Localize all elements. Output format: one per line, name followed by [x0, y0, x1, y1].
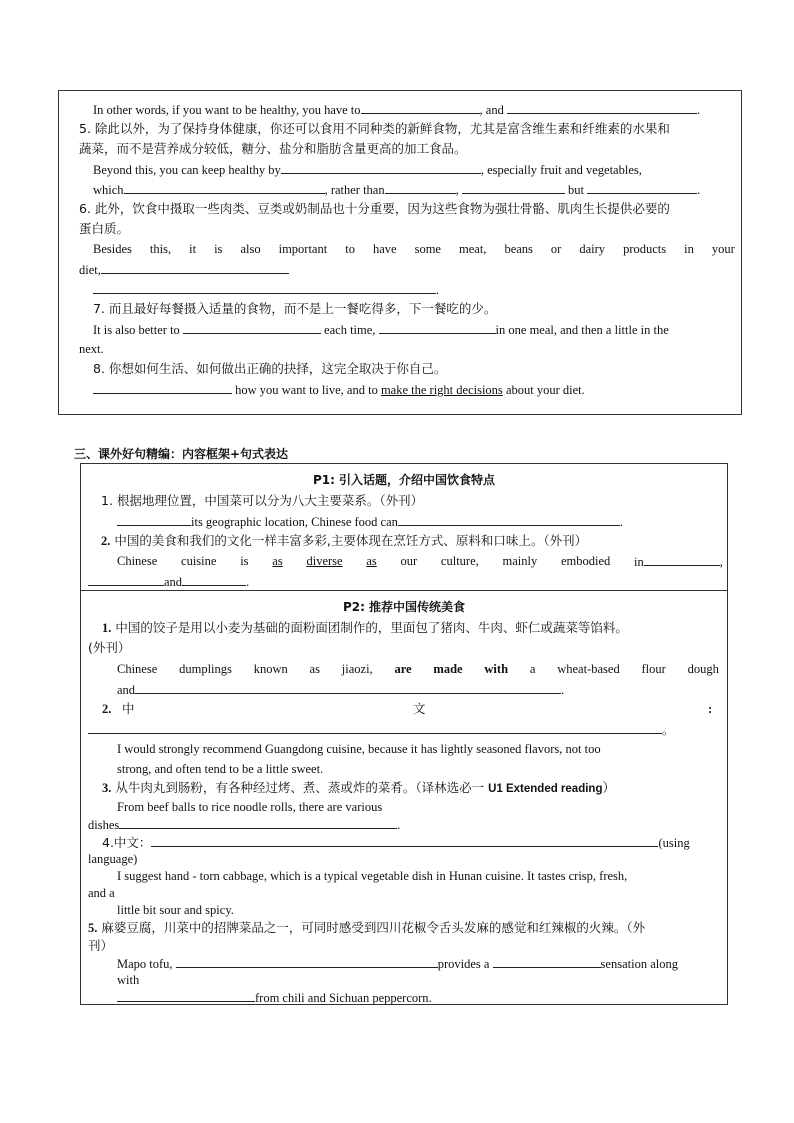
p2-s5-cn: 5. 麻婆豆腐，川菜中的招牌菜品之一，可同时感受到四川花椒令舌头发麻的感觉和红辣椒的火辣。（外 [88, 920, 646, 935]
blank[interactable] [117, 989, 255, 1002]
blank[interactable] [124, 181, 325, 194]
section-title: 三、课外好句精编：内容框架+句式表达 [74, 447, 289, 461]
b1-item7-en1: It is also better to each time, in one meal, and then a little in the [93, 323, 669, 337]
blank[interactable] [462, 181, 565, 194]
blank[interactable] [119, 816, 397, 829]
b1-item5-en1: Beyond this, you can keep healthy by , especially fruit and vegetables, [93, 163, 642, 177]
blank[interactable] [587, 181, 697, 194]
blank[interactable] [398, 513, 620, 526]
p2-s3-en1: From beef balls to rice noodle rolls, there are various [117, 800, 383, 814]
b1-item6-cn: 6. 此外，饮食中摄取一些肉类、豆类或奶制品也十分重要，因为这些食物为强壮骨骼、肌肉生长提供必要的 [79, 201, 670, 216]
blank[interactable] [281, 161, 481, 174]
p1-s2-en1: Chinese cuisine is as diverse as our culture, mainly embodied in , [117, 554, 723, 569]
b1-item6-en2: diet, [79, 261, 289, 278]
p2-header: P2: 推荐中国传统美食 [342, 600, 466, 614]
blank[interactable] [101, 261, 289, 274]
b1-item6-en1: Besides this, it is also important to have some meat, beans or dairy products in your [93, 242, 735, 256]
b1-item7-cn: 7. 而且最好每餐摄入适量的食物，而不是上一餐吃得多，下一餐吃的少。 [93, 301, 497, 316]
p2-s2-cn: 2. 中 文 : [102, 701, 713, 716]
blank[interactable] [88, 721, 662, 734]
p1-header: P1: 引入话题，介绍中国饮食特点 [312, 473, 496, 487]
blank[interactable] [507, 101, 697, 114]
p1-s2-en2: and . [88, 573, 249, 590]
p2-s1-cn: 1. 中国的饺子是用以小麦为基础的面粉面团制作的，里面包了猪肉、牛肉、虾仁或蔬菜等馅料。 [102, 620, 628, 635]
blank[interactable] [385, 181, 456, 194]
p2-s1-en2: and . [117, 683, 565, 697]
p2-s3-en2: dishes . [88, 818, 401, 832]
blank[interactable] [379, 321, 496, 334]
blank[interactable] [93, 381, 232, 394]
b1-item7-en2: next. [79, 342, 104, 356]
p2-s2-en1: I would strongly recommend Guangdong cuisine, because it has lightly seasoned flavors, not too [117, 742, 601, 756]
b1-item5-en2: which , rather than , but . [93, 183, 701, 197]
b1-item6-en3: . [93, 281, 439, 298]
blank[interactable] [176, 955, 438, 968]
p1-s1-cn: 1. 根据地理位置，中国菜可以分为八大主要菜系。（外刊） [101, 493, 424, 508]
b1-item5-cn: 5. 除此以外，为了保持身体健康，你还可以食用不同种类的新鲜食物，尤其是富含维生素和纤维素的水果和 [79, 121, 670, 136]
b1-item8-en: how you want to live, and to make the right decisions about your diet. [93, 381, 585, 398]
b1-line1: In other words, if you want to be healthy, you have to , and . [93, 103, 701, 117]
blank[interactable] [183, 321, 321, 334]
p2-s1-cn-cont: (外刊） [88, 640, 131, 655]
blank[interactable] [151, 834, 658, 847]
p2-s2-en2: strong, and often tend to be a little sweet. [117, 762, 324, 776]
p2-s4-en3: little bit sour and spicy. [117, 903, 234, 917]
p2-s1-en1: Chinese dumplings known as jiaozi, are made with a wheat-based flour dough [117, 662, 719, 676]
p2-s5-en2: with [117, 973, 140, 987]
blank[interactable] [93, 281, 436, 294]
b1-item6-cn-cont: 蛋白质。 [79, 221, 130, 236]
b1-item8-cn: 8. 你想如何生活、如何做出正确的抉择，这完全取决于你自己。 [93, 361, 447, 376]
p2-s4-en2: and a [88, 886, 115, 900]
p2-s4-cn-cont: language) [88, 852, 138, 866]
blank[interactable] [88, 573, 164, 586]
blank[interactable] [117, 513, 191, 526]
table-divider [80, 590, 728, 591]
p2-s5-en3: from chili and Sichuan peppercorn. [117, 989, 432, 1006]
p1-s1-en: its geographic location, Chinese food can . [117, 513, 623, 530]
p2-s5-en1: Mapo tofu, provides a sensation along [117, 957, 678, 971]
p1-s2-cn: 2. 中国的美食和我们的文化一样丰富多彩,主要体现在烹饪方式、原料和口味上。（外刊） [101, 533, 588, 548]
blank[interactable] [361, 101, 480, 114]
b1-item5-cn-cont: 蔬菜，而不是营养成分较低，糖分、盐分和脂肪含量更高的加工食品。 [79, 141, 467, 156]
p2-s5-cn-cont: 刊） [88, 938, 114, 953]
p2-s3-cn: 3. 从牛肉丸到肠粉，有各种经过烤、煮、蒸或炸的菜肴。（译林选必一 U1 Extended reading） [102, 780, 615, 795]
p2-s4-en1: I suggest hand - torn cabbage, which is a typical vegetable dish in Hunan cuisine. It tastes crisp, fresh, [117, 869, 628, 883]
blank[interactable] [644, 553, 720, 566]
p2-s4-cn: 4.中文： (using [102, 835, 690, 850]
p2-s2-answer-line: 。 [88, 721, 675, 738]
blank[interactable] [182, 573, 246, 586]
blank[interactable] [493, 955, 601, 968]
blank[interactable] [135, 681, 561, 694]
